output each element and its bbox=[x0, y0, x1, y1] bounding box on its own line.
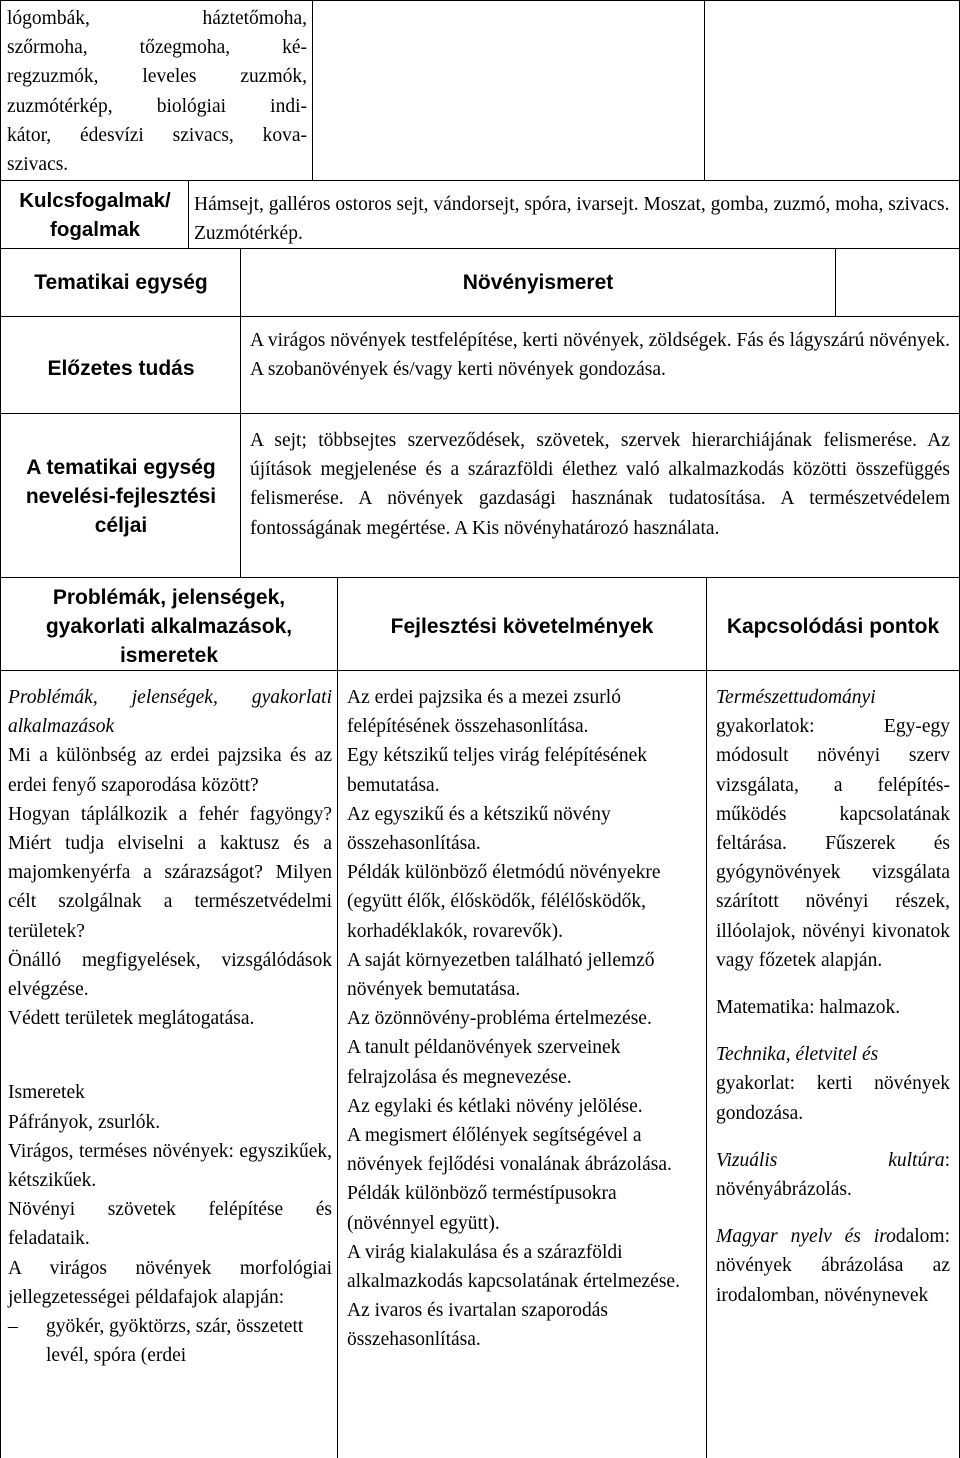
label-line: céljai bbox=[94, 514, 148, 537]
link-text: dalom: növények ábrázolása az irodalomban, növénynevek bbox=[716, 1226, 950, 1306]
requirement-item: Az özönnövény-probléma értelmezése. bbox=[347, 1008, 652, 1030]
rule bbox=[0, 0, 1, 1458]
spacer bbox=[716, 1204, 950, 1222]
text-line: regzuzmók, leveles zuzmók, bbox=[7, 66, 307, 88]
tematikai-egyseg-value: Növényismeret bbox=[462, 271, 614, 294]
rule bbox=[0, 316, 960, 317]
col2-header: Fejlesztési követelmények bbox=[390, 615, 654, 638]
dash-icon: – bbox=[8, 1316, 18, 1338]
col1-content bbox=[8, 683, 332, 1370]
celok-text: A sejt; többsejtes szerveződések, szövetek, szervek hierarchiájának felismerése. Az újítások megjelenése és a szárazföldi élethez való alkalmazkodás közötti összefüggés felismerése. A növények gazdasági hasznának tudatosítása. A természetvédelem fontosságának megértése. A Kis növényhatározó használata. bbox=[250, 430, 950, 539]
link-subject: Technika, életvitel és bbox=[716, 1044, 879, 1066]
rule bbox=[312, 0, 313, 180]
spacer bbox=[716, 1022, 950, 1040]
text-line: kátor, édesvízi szivacs, kova- bbox=[7, 124, 307, 146]
requirement-item: A megismert élőlények segítségével a növények fejlődési vonalának ábrázolása. bbox=[347, 1125, 672, 1176]
elozetes-tudas-label: Előzetes tudás bbox=[47, 357, 195, 380]
label-line: Kulcsfogalmak/ bbox=[19, 189, 171, 212]
requirement-item: A saját környezetben található jellemző növények bemutatása. bbox=[347, 949, 655, 1001]
link-text: : növényábrázolás. bbox=[716, 1149, 950, 1201]
rule bbox=[0, 180, 960, 181]
rule bbox=[0, 577, 960, 578]
rule bbox=[835, 248, 836, 316]
tematikai-egyseg-label: Tematikai egység bbox=[34, 271, 208, 294]
rule bbox=[188, 180, 189, 248]
link-paragraph bbox=[716, 1146, 950, 1204]
question: Védett területek meglátogatása. bbox=[8, 1008, 255, 1030]
rule bbox=[0, 0, 960, 1]
problems-title: Problémák, jelenségek, gyakorlati alkalmazások bbox=[8, 687, 332, 738]
kulcsfogalmak-text: Hámsejt, galléros ostoros sejt, vándorsejt, spóra, ivarsejt. Moszat, gomba, zuzmó, moha, szivacs. Zuzmótérkép. bbox=[194, 194, 950, 245]
link-subject: Természettudományi bbox=[716, 687, 876, 708]
spacer bbox=[716, 1128, 950, 1146]
text-line: zuzmótérkép, biológiai indi- bbox=[7, 95, 307, 117]
col3-content bbox=[716, 683, 950, 1310]
requirement-item: A tanult példanövények szerveinek felrajzolása és megnevezése. bbox=[347, 1037, 621, 1088]
kulcsfogalmak-label bbox=[4, 186, 186, 244]
label-line: A tematikai egység bbox=[26, 456, 216, 479]
text-line: szivacs. bbox=[7, 154, 69, 176]
question: Hogyan táplálkozik a fehér fagyöngy? Miért tudja elviselni a kaktusz és a majomkenyérfa a szárazságot? Milyen célt szolgálnak a természetvédelmi területek? bbox=[8, 803, 332, 942]
link-text: gyakorlat: kerti növények gondozása. bbox=[716, 1073, 950, 1124]
bullet-item bbox=[8, 1312, 332, 1370]
question: Önálló megfigyelések, vizsgálódások elvégzése. bbox=[8, 949, 332, 1001]
requirement-item: Az erdei pajzsika és a mezei zsurló felépítésének összehasonlítása. bbox=[347, 687, 621, 738]
top-left-cell bbox=[7, 4, 307, 179]
col2-content bbox=[347, 683, 703, 1355]
col1-header bbox=[4, 583, 334, 670]
text-line: szőrmoha, tőzegmoha, ké- bbox=[7, 37, 307, 59]
celok-label bbox=[4, 453, 238, 540]
rule bbox=[706, 577, 707, 1458]
text-line: lógombák, háztetőmoha, bbox=[7, 8, 307, 29]
rule bbox=[0, 670, 960, 671]
ismeret-item: Páfrányok, zsurlók. bbox=[8, 1111, 161, 1133]
question: Mi a különbség az erdei pajzsika és az erdei fenyő szaporodása között? bbox=[8, 745, 332, 796]
elozetes-tudas-text: A virágos növények testfelépítése, kerti növények, zöldségek. Fás és lágyszárú növények. A szobanövények és/vagy kerti növények gondozása. bbox=[250, 330, 950, 381]
requirement-item: Egy kétszikű teljes virág felépítésének bemutatása. bbox=[347, 745, 647, 796]
ismeret-item: A virágos növények morfológiai jellegzetességei példafajok alapján: bbox=[8, 1257, 332, 1308]
spacer bbox=[716, 975, 950, 993]
rule bbox=[0, 413, 960, 414]
requirement-item: Az egylaki és kétlaki növény jelölése. bbox=[347, 1095, 643, 1117]
spacer bbox=[8, 1033, 332, 1078]
link-subject: Vizuális kultúra bbox=[716, 1149, 945, 1171]
label-line: fogalmak bbox=[50, 218, 140, 241]
requirement-item: A virág kialakulása és a szárazföldi alkalmazkodás kapcsolatának értelmezése. bbox=[347, 1241, 680, 1293]
requirement-item: Példák különböző életmódú növényekre (együtt élők, élősködők, félélősködők, korhadéklakók, rovarevők). bbox=[347, 862, 661, 942]
rule bbox=[704, 0, 705, 180]
requirement-item: Az egyszikű és a kétszikű növény összehasonlítása. bbox=[347, 803, 611, 855]
col3-header: Kapcsolódási pontok bbox=[726, 615, 940, 638]
link-subject: Magyar nyelv és iro bbox=[716, 1226, 896, 1248]
bullet-text: gyökér, gyöktörzs, szár, összetett levél, spóra (erdei bbox=[46, 1316, 304, 1367]
ismeret-item: Növényi szövetek felépítése és feladataik. bbox=[8, 1199, 332, 1250]
ismeret-item: Virágos, terméses növények: egyszikűek, kétszikűek. bbox=[8, 1140, 332, 1192]
rule bbox=[337, 577, 338, 1458]
link-paragraph bbox=[716, 1222, 950, 1310]
label-line: nevelési-fejlesztési bbox=[25, 485, 217, 508]
header-line: ismeretek bbox=[119, 644, 219, 667]
link-text: gyakorlatok: Egy-egy módosult növényi szerv vizsgálata, a felépítés-működés kapcsolatának feltárása. Fűszerek és gyógynövények vizsgálata szárított növényi részek, illóolajok, növényi kivonatok vagy főzetek alapján. bbox=[716, 716, 950, 971]
header-line: Problémák, jelenségek, bbox=[52, 586, 286, 609]
link-text: Matematika: halmazok. bbox=[716, 997, 901, 1019]
ismeretek-title: Ismeretek bbox=[8, 1082, 85, 1104]
requirement-item: Példák különböző terméstípusokra (növénnyel együtt). bbox=[347, 1183, 617, 1234]
header-line: gyakorlati alkalmazások, bbox=[45, 615, 293, 638]
requirement-item: Az ivaros és ivartalan szaporodás összehasonlítása. bbox=[347, 1300, 608, 1351]
rule bbox=[240, 248, 241, 577]
